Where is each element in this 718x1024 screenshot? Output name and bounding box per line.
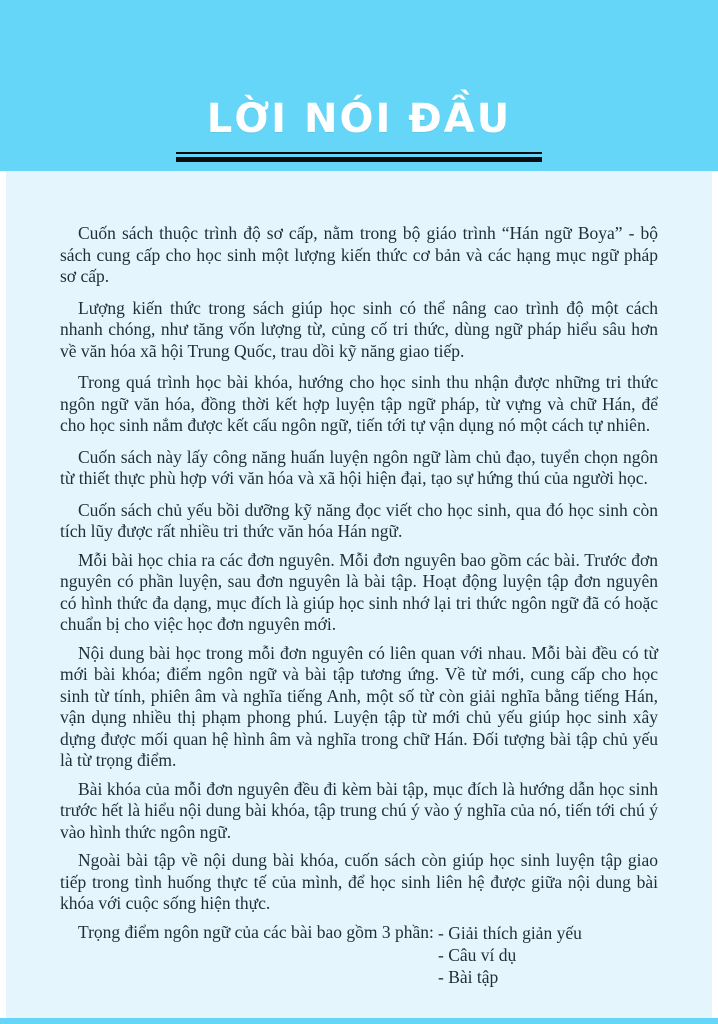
paragraph-knowledge-gain: Lượng kiến thức trong sách giúp học sinh có thể nâng cao trình độ một cách nhanh chóng, như tăng vốn lượng từ, củng cố tri thức, dùng ngữ pháp hiểu sâu hơn về văn hóa xã hội Trung Quốc, trau dồi kỹ năng giao tiếp. — [60, 297, 658, 361]
page-title: LỜI NÓI ĐẦU — [206, 96, 512, 142]
language-focus-lead: Trọng điểm ngôn ngữ của các bài bao gồm 3 phần: — [78, 921, 434, 942]
preface-header — [0, 0, 718, 171]
paragraph-unit-content: Nội dung bài học trong mỗi đơn nguyên có liên quan với nhau. Mỗi bài đều có từ mới bài khóa; điểm ngôn ngữ và bài tập tương ứng. Về từ mới, cung cấp cho học sinh từ tính, phiên âm và nghĩa tiếng Anh, một số từ còn giải nghĩa bằng tiếng Hán, vận dụng nhiều thị phạm phong phú. Luyện tập từ mới chủ yếu giúp học sinh xây dựng được mối quan hệ hình âm và nghĩa trong chữ Hán. Đối tượng bài tập chủ yếu là từ trọng điểm. — [60, 642, 658, 770]
paragraph-text-exercises: Bài khóa của mỗi đơn nguyên đều đi kèm bài tập, mục đích là hướng dẫn học sinh trước hết là hiểu nội dung bài khóa, tập trung chú ý vào ý nghĩa của nó, tiến tới chú ý vào hình thức ngôn ngữ. — [60, 778, 658, 842]
paragraph-language-training: Cuốn sách này lấy công năng huấn luyện ngôn ngữ làm chủ đạo, tuyển chọn ngôn từ thiết thực phù hợp với văn hóa và xã hội hiện đại, tạo sự hứng thú của người học. — [60, 446, 658, 488]
paragraph-units-structure: Mỗi bài học chia ra các đơn nguyên. Mỗi đơn nguyên bao gồm các bài. Trước đơn nguyên có phần luyện, sau đơn nguyên là bài tập. Hoạt động luyện tập đơn nguyên có hình thức đa dạng, mục đích là giúp học sinh nhớ lại tri thức ngôn ngữ đã có hoặc chuẩn bị cho việc học đơn nguyên mới. — [60, 549, 658, 634]
paragraph-intro-level: Cuốn sách thuộc trình độ sơ cấp, nằm trong bộ giáo trình “Hán ngữ Boya” - bộ sách cung cấp cho học sinh một lượng kiến thức cơ bản và các hạng mục ngữ pháp sơ cấp. — [60, 223, 658, 286]
list-item-brief-explanation: - Giải thích giản yếu — [438, 922, 582, 943]
title-underline — [176, 152, 542, 162]
bottom-accent-strip — [0, 1018, 718, 1024]
paragraph-reading-writing: Cuốn sách chủ yếu bồi dưỡng kỹ năng đọc viết cho học sinh, qua đó học sinh còn tích lũy được rất nhiều tri thức văn hóa Hán ngữ. — [60, 499, 658, 541]
paragraph-lesson-process: Trong quá trình học bài khóa, hướng cho học sinh thu nhận được những tri thức ngôn ngữ văn hóa, đồng thời kết hợp luyện tập ngữ pháp, từ vựng và chữ Hán, để cho học sinh nắm được kết cấu ngôn ngữ, tiến tới tự vận dụng nó một cách tự nhiên. — [60, 372, 658, 435]
preface-body — [6, 171, 712, 1018]
list-item-example-sentences: - Câu ví dụ — [438, 944, 517, 965]
language-focus-row — [60, 922, 658, 988]
language-focus-list — [438, 922, 658, 988]
paragraph-communication: Ngoài bài tập về nội dung bài khóa, cuốn sách còn giúp học sinh luyện tập giao tiếp trong tình huống thực tế của mình, để học sinh liên hệ được giữa nội dung bài khóa với cuộc sống hiện thực. — [60, 850, 658, 913]
underline-bottom-rule — [176, 157, 542, 162]
list-item-exercises: - Bài tập — [438, 966, 499, 987]
